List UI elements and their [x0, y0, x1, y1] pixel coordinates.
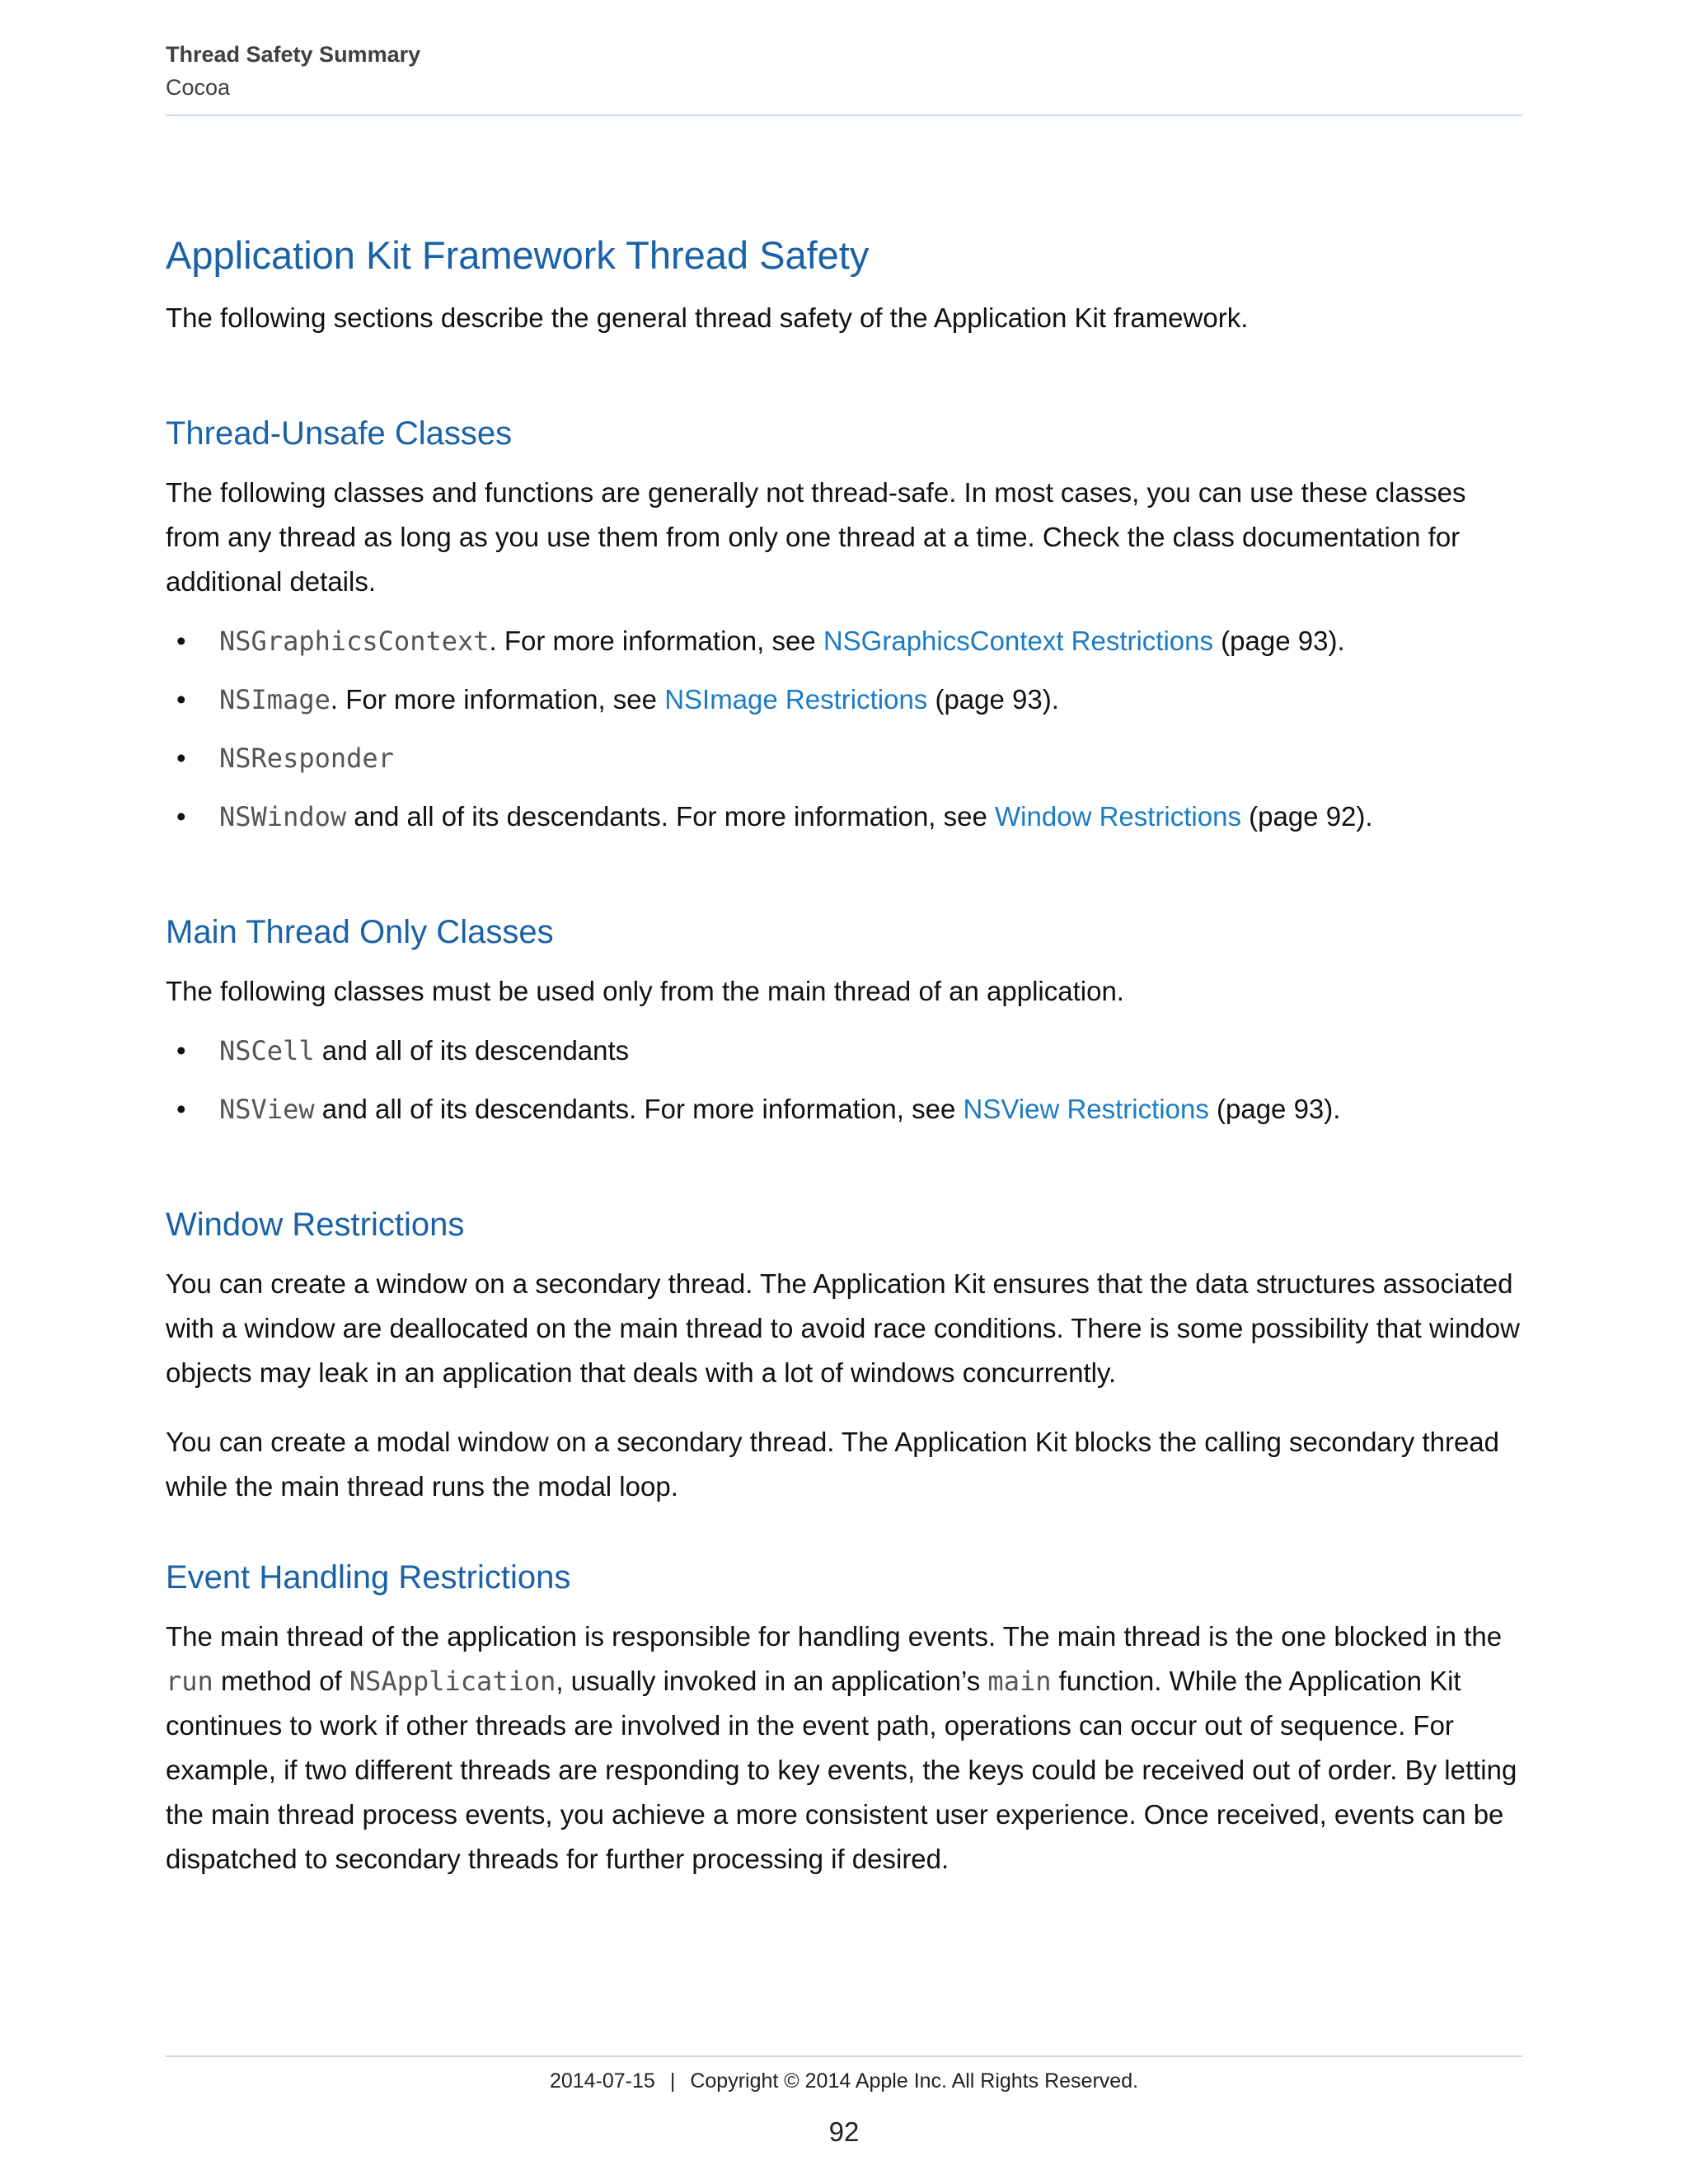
intro-paragraph: The following sections describe the general thread safety of the Application Kit framework. — [166, 302, 1249, 333]
item-text: and all of its descendants — [314, 1035, 630, 1066]
header-divider — [166, 115, 1522, 116]
class-name: NSResponder — [219, 743, 394, 774]
section-heading-event-handling-restrictions: Event Handling Restrictions — [166, 1559, 571, 1596]
link-window-restrictions[interactable]: Window Restrictions — [995, 801, 1241, 832]
list-item-nsimage — [166, 677, 1522, 722]
footer-copyright: Copyright © 2014 Apple Inc. All Rights Reserved. — [690, 2069, 1139, 2093]
bullet-icon: • — [176, 1094, 186, 1124]
window-paragraph-2: You can create a modal window on a secondary thread. The Application Kit blocks the calling secondary thread while the main thread runs the modal loop. — [166, 1427, 1499, 1502]
class-name: NSGraphicsContext — [219, 626, 490, 657]
section-heading-main-thread-only-classes: Main Thread Only Classes — [166, 914, 554, 950]
thread-unsafe-list — [166, 619, 1522, 839]
item-text: . For more information, see — [330, 684, 665, 715]
event-handling-paragraph — [166, 1615, 1522, 1882]
list-item-nsresponder — [166, 736, 1522, 780]
footer-separator: | — [669, 2069, 676, 2093]
bullet-icon: • — [176, 1035, 186, 1066]
class-name: NSCell — [219, 1035, 315, 1066]
header-title: Thread Safety Summary — [166, 42, 421, 67]
link-nsimage-restrictions[interactable]: NSImage Restrictions — [664, 684, 928, 715]
list-item-nswindow — [166, 794, 1522, 839]
main-thread-paragraph: The following classes must be used only from the main thread of an application. — [166, 976, 1124, 1006]
section-heading-window-restrictions: Window Restrictions — [166, 1207, 465, 1243]
text-run: method of — [213, 1666, 349, 1696]
footer-date: 2014-07-15 — [549, 2069, 655, 2093]
section-heading-thread-unsafe-classes: Thread-Unsafe Classes — [166, 415, 513, 452]
bullet-icon: • — [176, 684, 186, 715]
code-main: main — [987, 1666, 1052, 1697]
thread-unsafe-paragraph: The following classes and functions are generally not thread-safe. In most cases, you can use these classes from any thread as long as you use them from only one thread at a time. Check the class documentation for additional details. — [166, 477, 1466, 597]
class-name: NSImage — [219, 684, 331, 715]
running-header — [166, 38, 1522, 104]
link-nsview-restrictions[interactable]: NSView Restrictions — [963, 1094, 1209, 1124]
page-reference: (page 93). — [1208, 1094, 1341, 1124]
text-run: The main thread of the application is responsible for handling events. The main thread is the one blocked in the — [166, 1621, 1503, 1652]
bullet-icon: • — [176, 743, 186, 773]
list-item-nsgraphicscontext — [166, 619, 1522, 663]
page-reference: (page 93). — [1213, 626, 1345, 656]
footer-divider — [166, 2055, 1522, 2057]
page-reference: (page 92). — [1240, 801, 1373, 832]
header-subtitle: Cocoa — [166, 75, 231, 100]
item-text: . For more information, see — [489, 626, 823, 656]
window-paragraph-1: You can create a window on a secondary thread. The Application Kit ensures that the data structures associated with a window are deallocated on the main thread to avoid race conditions. There is some possibility that window objects may leak in an application that deals with a lot of windows concurrently. — [166, 1268, 1520, 1388]
page-content — [166, 227, 1522, 1906]
list-item-nscell — [166, 1029, 1522, 1073]
list-item-nsview — [166, 1087, 1522, 1132]
footer — [0, 2065, 1688, 2097]
main-thread-list — [166, 1029, 1522, 1132]
page-number: 92 — [828, 2116, 860, 2147]
code-run: run — [166, 1666, 213, 1697]
link-nsgraphicscontext-restrictions[interactable]: NSGraphicsContext Restrictions — [823, 626, 1214, 656]
class-name: NSView — [219, 1094, 315, 1125]
page-reference: (page 93). — [927, 684, 1059, 715]
page-title: Application Kit Framework Thread Safety — [166, 233, 870, 277]
bullet-icon: • — [176, 801, 186, 832]
class-name: NSWindow — [219, 801, 347, 832]
text-run: function. While the Application Kit continues to work if other threads are involved in the event path, operations can occur out of sequence. For example, if two different threads are responding to key events, the keys could be received out of order. By letting the main thread process events, you achieve a more consistent user experience. Once received, events can be dispatched to secondary threads for further processing if desired. — [166, 1666, 1517, 1874]
item-text: and all of its descendants. For more information, see — [346, 801, 996, 832]
code-nsapplication: NSApplication — [349, 1666, 556, 1697]
item-text: and all of its descendants. For more information, see — [314, 1094, 964, 1124]
bullet-icon: • — [176, 626, 186, 656]
text-run: , usually invoked in an application’s — [556, 1666, 988, 1696]
